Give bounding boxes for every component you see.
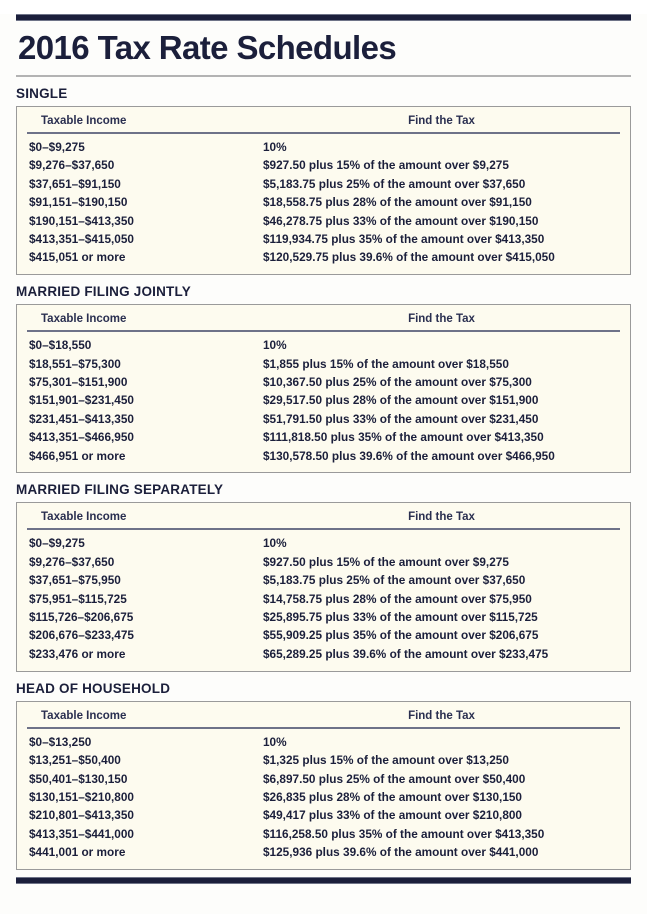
tax-schedule-section <box>16 681 631 870</box>
tax-table-card <box>16 304 631 473</box>
section-label-married-filing-jointly: MARRIED FILING JOINTLY <box>16 284 191 300</box>
table-row <box>27 392 620 410</box>
cell-find-the-tax: 10% <box>263 139 287 154</box>
table-row <box>27 728 620 752</box>
tax-table-card <box>16 106 631 275</box>
title-underline-rule <box>16 75 631 77</box>
table-header-row <box>27 311 620 331</box>
cell-find-the-tax: $10,367.50 plus 25% of the amount over $75,300 <box>263 375 532 390</box>
cell-find-the-tax: $116,258.50 plus 35% of the amount over $413,350 <box>263 826 545 841</box>
tax-schedule-section <box>16 86 631 275</box>
table-row <box>27 410 620 428</box>
table-row <box>27 447 620 465</box>
column-header-taxable-income: Taxable Income <box>27 708 263 728</box>
cell-taxable-income: $151,901–$231,450 <box>29 393 134 408</box>
cell-find-the-tax: 10% <box>263 734 287 749</box>
table-row <box>27 230 620 248</box>
cell-taxable-income: $441,001 or more <box>29 845 126 860</box>
column-header-taxable-income: Taxable Income <box>27 509 263 529</box>
table-row <box>27 373 620 391</box>
table-row <box>27 608 620 626</box>
cell-find-the-tax: $6,897.50 plus 25% of the amount over $50,400 <box>263 771 526 786</box>
cell-find-the-tax: $1,855 plus 15% of the amount over $18,550 <box>263 356 509 371</box>
sections-container <box>16 86 631 870</box>
table-row <box>27 194 620 212</box>
table-row <box>27 627 620 645</box>
cell-taxable-income: $50,401–$130,150 <box>29 771 128 786</box>
cell-taxable-income: $0–$18,550 <box>29 338 92 353</box>
cell-find-the-tax: $119,934.75 plus 35% of the amount over $413,350 <box>263 231 545 246</box>
page-title: 2016 Tax Rate Schedules <box>18 29 397 66</box>
table-row <box>27 331 620 355</box>
cell-taxable-income: $413,351–$466,950 <box>29 430 134 445</box>
column-header-taxable-income: Taxable Income <box>27 311 263 331</box>
cell-taxable-income: $206,676–$233,475 <box>29 628 134 643</box>
column-header-find-the-tax: Find the Tax <box>263 113 620 133</box>
tax-schedule-section <box>16 482 631 671</box>
cell-find-the-tax: $51,791.50 plus 33% of the amount over $231,450 <box>263 411 539 426</box>
tax-schedule-section <box>16 284 631 473</box>
table-row <box>27 553 620 571</box>
cell-find-the-tax: $55,909.25 plus 35% of the amount over $206,675 <box>263 628 539 643</box>
cell-taxable-income: $9,276–$37,650 <box>29 554 115 569</box>
cell-find-the-tax: $14,758.75 plus 28% of the amount over $75,950 <box>263 591 532 606</box>
cell-taxable-income: $413,351–$441,000 <box>29 826 134 841</box>
cell-find-the-tax: $130,578.50 plus 39.6% of the amount over $466,950 <box>263 448 555 463</box>
column-header-find-the-tax: Find the Tax <box>263 708 620 728</box>
cell-taxable-income: $115,726–$206,675 <box>29 610 134 625</box>
section-label-married-filing-separately: MARRIED FILING SEPARATELY <box>16 482 224 498</box>
cell-find-the-tax: $25,895.75 plus 33% of the amount over $115,725 <box>263 610 538 625</box>
table-header-row <box>27 113 620 133</box>
cell-taxable-income: $0–$9,275 <box>29 139 85 154</box>
column-header-find-the-tax: Find the Tax <box>263 509 620 529</box>
cell-find-the-tax: $65,289.25 plus 39.6% of the amount over $233,475 <box>263 646 549 661</box>
cell-taxable-income: $413,351–$415,050 <box>29 231 134 246</box>
table-header-row <box>27 708 620 728</box>
cell-find-the-tax: $111,818.50 plus 35% of the amount over $413,350 <box>263 430 544 445</box>
cell-find-the-tax: $125,936 plus 39.6% of the amount over $441,000 <box>263 845 539 860</box>
cell-taxable-income: $210,801–$413,350 <box>29 808 134 823</box>
tax-rate-schedules-page <box>0 14 647 914</box>
cell-find-the-tax: 10% <box>263 338 287 353</box>
cell-taxable-income: $9,276–$37,650 <box>29 158 115 173</box>
cell-taxable-income: $91,151–$190,150 <box>29 195 128 210</box>
table-row <box>27 788 620 806</box>
table-row <box>27 133 620 157</box>
table-row <box>27 807 620 825</box>
tax-rate-table <box>27 113 620 267</box>
cell-taxable-income: $13,251–$50,400 <box>29 753 121 768</box>
cell-taxable-income: $466,951 or more <box>29 448 126 463</box>
bottom-divider-rule <box>16 877 631 884</box>
cell-find-the-tax: $18,558.75 plus 28% of the amount over $91,150 <box>263 195 532 210</box>
section-label-single: SINGLE <box>16 85 68 101</box>
cell-taxable-income: $75,301–$151,900 <box>29 375 128 390</box>
cell-find-the-tax: $46,278.75 plus 33% of the amount over $190,150 <box>263 213 539 228</box>
column-header-find-the-tax: Find the Tax <box>263 311 620 331</box>
table-row <box>27 844 620 862</box>
table-row <box>27 572 620 590</box>
cell-find-the-tax: $120,529.75 plus 39.6% of the amount over $415,050 <box>263 250 555 265</box>
table-row <box>27 355 620 373</box>
table-row <box>27 529 620 553</box>
cell-find-the-tax: $927.50 plus 15% of the amount over $9,275 <box>263 554 509 569</box>
top-divider-rule <box>16 14 631 21</box>
cell-taxable-income: $0–$13,250 <box>29 734 92 749</box>
table-row <box>27 770 620 788</box>
cell-find-the-tax: $5,183.75 plus 25% of the amount over $37,650 <box>263 573 526 588</box>
cell-find-the-tax: $927.50 plus 15% of the amount over $9,275 <box>263 158 509 173</box>
table-row <box>27 590 620 608</box>
table-header-row <box>27 509 620 529</box>
cell-taxable-income: $233,476 or more <box>29 646 126 661</box>
cell-find-the-tax: $1,325 plus 15% of the amount over $13,250 <box>263 753 509 768</box>
tax-rate-table <box>27 708 620 862</box>
column-header-taxable-income: Taxable Income <box>27 113 263 133</box>
table-row <box>27 249 620 267</box>
cell-find-the-tax: 10% <box>263 536 287 551</box>
cell-taxable-income: $0–$9,275 <box>29 536 85 551</box>
cell-taxable-income: $37,651–$75,950 <box>29 573 121 588</box>
cell-find-the-tax: $49,417 plus 33% of the amount over $210,800 <box>263 808 522 823</box>
cell-taxable-income: $415,051 or more <box>29 250 126 265</box>
cell-taxable-income: $18,551–$75,300 <box>29 356 121 371</box>
cell-find-the-tax: $26,835 plus 28% of the amount over $130,150 <box>263 789 522 804</box>
table-row <box>27 157 620 175</box>
cell-taxable-income: $231,451–$413,350 <box>29 411 134 426</box>
tax-rate-table <box>27 311 620 465</box>
table-row <box>27 175 620 193</box>
table-row <box>27 752 620 770</box>
cell-taxable-income: $37,651–$91,150 <box>29 176 121 191</box>
table-row <box>27 825 620 843</box>
cell-find-the-tax: $29,517.50 plus 28% of the amount over $151,900 <box>263 393 539 408</box>
section-label-head-of-household: HEAD OF HOUSEHOLD <box>16 680 171 696</box>
tax-rate-table <box>27 509 620 663</box>
table-row <box>27 212 620 230</box>
cell-taxable-income: $190,151–$413,350 <box>29 213 134 228</box>
cell-taxable-income: $75,951–$115,725 <box>29 591 127 606</box>
cell-taxable-income: $130,151–$210,800 <box>29 789 134 804</box>
table-row <box>27 429 620 447</box>
tax-table-card <box>16 502 631 671</box>
cell-find-the-tax: $5,183.75 plus 25% of the amount over $37,650 <box>263 176 526 191</box>
tax-table-card <box>16 701 631 870</box>
table-row <box>27 645 620 663</box>
